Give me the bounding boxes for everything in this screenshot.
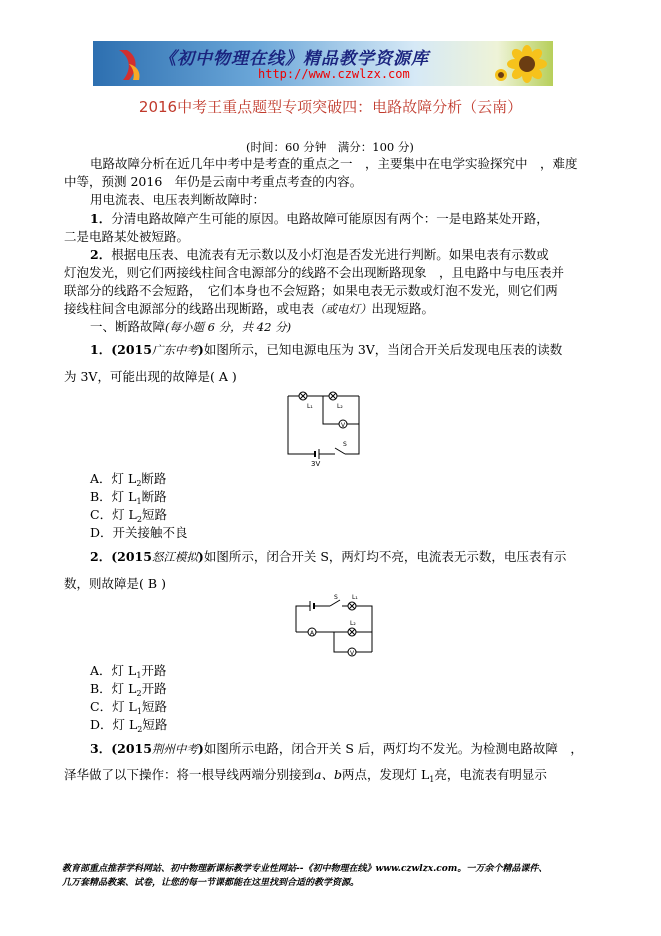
document-title: 2016中考王重点题型专项突破四：电路故障分析（云南）	[138, 98, 523, 116]
footer-line2: 几万套精品教案、试卷，让您的每一节课都能在这里找到合适的教学资源。	[62, 878, 360, 888]
q1-stem-2: 为 3V，可能出现的故障是(	[64, 369, 215, 384]
intro-p3-line1	[90, 210, 549, 227]
q2-label-s: S	[334, 594, 338, 601]
q2-option-b: B．灯 $L_2$开路	[90, 681, 167, 698]
q1-stem-1: 如图所示，已知电源电压为 3V，当闭合开关后发现电压表的读数	[203, 342, 563, 357]
page-footer	[62, 862, 622, 890]
q1-option-b: B．灯 $L_1$断路	[90, 489, 167, 506]
intro-p4-line2: 灯泡发光，则它们两接线柱间含电源部分的线路不会出现断路现象 ，且电路中与电压表并	[64, 265, 565, 280]
q2-source: 怒江模拟	[151, 550, 198, 564]
q3-source-close: )	[197, 741, 204, 756]
q1-option-d: D．开关接触不良	[90, 525, 188, 540]
intro-p4-text: 根据电压表、电流表有无示数以及小灯泡是否发光进行判断。如果电表有示数或	[111, 247, 549, 262]
intro-p4-line4-end: 出现短路。	[371, 301, 435, 316]
intro-p1-line1: 电路故障分析在近几年中考中是考查的重点之一 ，主要集中在电学实验探究中 ，难度	[90, 156, 578, 171]
q2-option-a: A．灯 $L_1$开路	[90, 663, 167, 680]
banner-title: 《初中物理在线》精品教学资源库	[159, 49, 429, 69]
q1-stem-2-end: )	[231, 369, 237, 384]
exam-info: (时间：60 分钟 满分：100 分)	[246, 140, 414, 154]
q1-label-s: S	[343, 441, 347, 448]
q3-source: 荆州中考	[151, 742, 198, 756]
q2-stem-1: 如图所示，闭合开关 S，两灯均不亮，电流表无示数，电压表有示	[203, 549, 567, 564]
intro-p2: 用电流表、电压表判断故障时：	[90, 192, 266, 207]
q2-wire-left	[296, 606, 310, 632]
q2-label-l1: L₁	[352, 594, 358, 601]
q2-stem-2: 数，则故障是(	[64, 576, 144, 591]
intro-p4-line4-paren: （或电灯）	[314, 302, 372, 316]
q1-label-l2: L₂	[337, 403, 343, 410]
q1-answer: A	[218, 369, 228, 384]
intro-p1-line2: 中等，预测 2016 年仍是云南中考重点考查的内容。	[64, 174, 363, 189]
q3-line1	[90, 740, 583, 758]
q1-source: 广东中考	[151, 343, 198, 357]
intro-p3-number: 1．	[90, 211, 112, 226]
q2-label-l2: L₂	[350, 620, 356, 627]
footer-line1: 教育部重点推荐学科网站、初中物理新课标教学专业性网站--《初中物理在线》www.czwlzx.com。一万余个精品课件、	[62, 864, 548, 874]
q2-answer: B	[147, 576, 158, 591]
q2-line2	[64, 575, 166, 592]
intro-p4-line4-text: 接线柱间含电源部分的线路出现断路，或电表	[64, 301, 315, 316]
q1-option-c: C．灯 $L_2$短路	[90, 507, 167, 524]
q1-option-a: A．灯 $L_2$断路	[90, 471, 167, 488]
q3-points: a、b	[314, 767, 342, 782]
q3-stem-1: 如图所示电路，闭合开关 S 后，两灯均不发光。为检测电路故障 ，	[203, 741, 583, 756]
section-label: 一、断路故障	[90, 319, 166, 334]
q1-label-l1: L₁	[307, 403, 313, 410]
site-logo-icon	[115, 46, 145, 82]
section-heading	[90, 318, 291, 336]
sunflower-icon	[493, 45, 549, 83]
section-note: (每小题 6 分，共 42 分)	[165, 320, 292, 334]
q3-line2: 泽华做了以下操作：将一根导线两端分别接到a、b两点，发现灯 $L_1$亮，电流表有明显示	[64, 767, 547, 784]
q3-year: (2015	[111, 741, 152, 756]
q1-switch-icon	[335, 448, 345, 454]
q1-line2	[64, 368, 237, 385]
site-banner	[93, 41, 553, 86]
intro-p4-number: 2．	[90, 247, 112, 262]
q1-circuit-diagram	[283, 388, 373, 468]
q1-label-v: V	[341, 422, 346, 429]
banner-url[interactable]: http://www.czwlzx.com	[258, 67, 410, 81]
intro-p3-line2: 二是电路某处被短路。	[64, 229, 190, 244]
q2-source-close: )	[197, 549, 204, 564]
q2-stem-2-end: )	[161, 576, 166, 591]
intro-p4-line1	[90, 246, 549, 263]
q3-number: 3．	[90, 741, 112, 756]
q2-line1	[90, 548, 566, 566]
q1-line1	[90, 341, 562, 359]
q2-option-d: D．灯 $L_2$短路	[90, 717, 168, 734]
intro-p4-line4	[64, 300, 434, 318]
intro-p4-line3: 联部分的线路不会短路， 它们本身也不会短路；如果电表无示数或灯泡不发光，则它们两	[64, 283, 558, 298]
q1-year: (2015	[111, 342, 152, 357]
q2-number: 2．	[90, 549, 112, 564]
q1-wire-right	[345, 424, 359, 454]
q2-label-v: V	[350, 650, 355, 657]
q1-number: 1．	[90, 342, 112, 357]
q1-label-voltage: 3V	[311, 460, 321, 468]
q2-option-c: C．灯 $L_1$短路	[90, 699, 167, 716]
q1-source-close: )	[197, 342, 204, 357]
q2-circuit-diagram	[290, 594, 380, 666]
q2-year: (2015	[111, 549, 152, 564]
q2-label-a: A	[310, 630, 315, 637]
intro-p3-text: 分清电路故障产生可能的原因。电路故障可能原因有两个：一是电路某处开路，	[111, 211, 549, 226]
